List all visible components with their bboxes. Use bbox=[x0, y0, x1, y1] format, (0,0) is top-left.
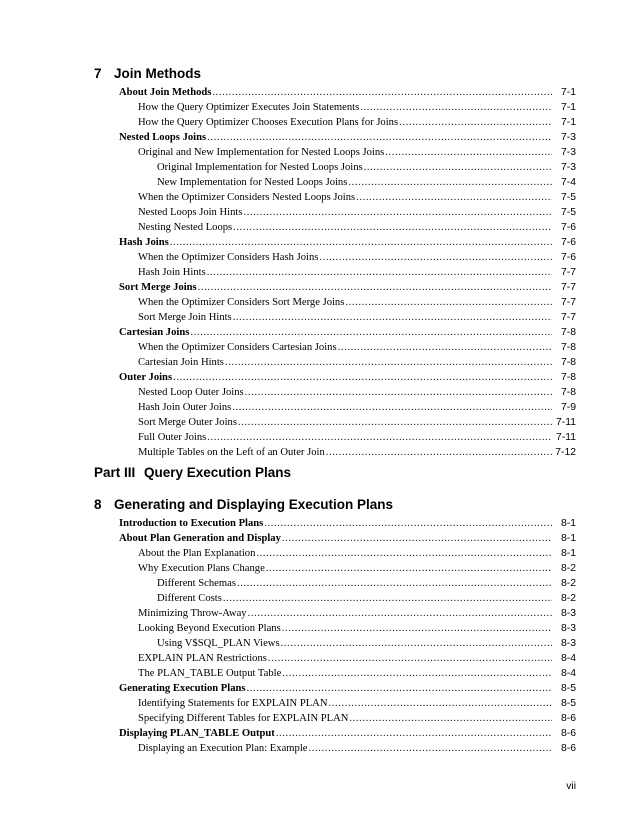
toc-entry-page: 7-5 bbox=[560, 207, 576, 218]
toc-entry[interactable] bbox=[138, 205, 576, 220]
toc-entry-title: Different Schemas bbox=[157, 578, 236, 589]
toc-entry-title: About Plan Generation and Display bbox=[119, 533, 281, 544]
dot-leader bbox=[247, 681, 552, 696]
toc-entry[interactable] bbox=[138, 430, 576, 445]
chapter-number: 8 bbox=[94, 497, 102, 512]
toc-entry-page: 8-2 bbox=[560, 578, 576, 589]
toc-entry[interactable] bbox=[138, 295, 576, 310]
toc-entry-title: Generating Execution Plans bbox=[119, 683, 246, 694]
toc-entry[interactable] bbox=[119, 726, 576, 741]
toc-entry-page: 7-1 bbox=[560, 117, 576, 128]
dot-leader bbox=[319, 250, 552, 265]
dot-leader bbox=[348, 175, 552, 190]
toc-entry-page: 8-3 bbox=[560, 623, 576, 634]
toc-entry[interactable] bbox=[138, 310, 576, 325]
toc-entry-title: Nested Loops Join Hints bbox=[138, 207, 243, 218]
dot-leader bbox=[173, 370, 552, 385]
toc-entry-page: 7-6 bbox=[560, 252, 576, 263]
part-3-heading bbox=[94, 465, 291, 480]
dot-leader bbox=[268, 651, 552, 666]
dot-leader bbox=[399, 115, 552, 130]
toc-entry-title: Full Outer Joins bbox=[138, 432, 207, 443]
chapter-8-heading bbox=[94, 497, 393, 512]
dot-leader bbox=[256, 546, 552, 561]
toc-entry-title: EXPLAIN PLAN Restrictions bbox=[138, 653, 267, 664]
toc-entry-page: 8-6 bbox=[560, 743, 576, 754]
toc-entry[interactable] bbox=[119, 531, 576, 546]
toc-entry-title: Hash Joins bbox=[119, 237, 169, 248]
toc-entry-page: 7-4 bbox=[560, 177, 576, 188]
toc-entry-title: When the Optimizer Considers Sort Merge Joins bbox=[138, 297, 345, 308]
toc-entry[interactable] bbox=[138, 711, 576, 726]
toc-entry-title: The PLAN_TABLE Output Table bbox=[138, 668, 282, 679]
toc-entry[interactable] bbox=[119, 85, 576, 100]
toc-entry[interactable] bbox=[138, 621, 576, 636]
dot-leader bbox=[233, 220, 552, 235]
toc-entry[interactable] bbox=[157, 576, 576, 591]
toc-entry-title: Displaying an Execution Plan: Example bbox=[138, 743, 308, 754]
toc-entry-page: 7-6 bbox=[560, 237, 576, 248]
toc-entry-page: 7-7 bbox=[560, 282, 576, 293]
toc-entry-title: How the Query Optimizer Chooses Execution Plans for Joins bbox=[138, 117, 399, 128]
toc-entry-page: 7-11 bbox=[555, 417, 576, 428]
dot-leader bbox=[282, 666, 552, 681]
dot-leader bbox=[308, 741, 552, 756]
toc-entry-page: 7-5 bbox=[560, 192, 576, 203]
chapter-7-heading bbox=[94, 66, 201, 81]
toc-entry-page: 7-8 bbox=[560, 372, 576, 383]
toc-entry-title: Looking Beyond Execution Plans bbox=[138, 623, 281, 634]
toc-entry-page: 7-3 bbox=[560, 132, 576, 143]
toc-entry-page: 8-4 bbox=[560, 668, 576, 679]
dot-leader bbox=[326, 445, 552, 460]
toc-entry-page: 8-2 bbox=[560, 593, 576, 604]
dot-leader bbox=[190, 325, 552, 340]
toc-entry-page: 8-3 bbox=[560, 638, 576, 649]
dot-leader bbox=[282, 531, 552, 546]
dot-leader bbox=[276, 726, 552, 741]
dot-leader bbox=[225, 355, 552, 370]
toc-entry[interactable] bbox=[138, 265, 576, 280]
toc-entry[interactable] bbox=[157, 175, 576, 190]
toc-entry-page: 7-6 bbox=[560, 222, 576, 233]
toc-entry-title: Different Costs bbox=[157, 593, 222, 604]
dot-leader bbox=[328, 696, 552, 711]
toc-entry-page: 8-6 bbox=[560, 728, 576, 739]
dot-leader bbox=[248, 606, 552, 621]
dot-leader bbox=[364, 160, 552, 175]
toc-entry[interactable] bbox=[138, 741, 576, 756]
toc-entry-title: Displaying PLAN_TABLE Output bbox=[119, 728, 275, 739]
toc-entry-title: Identifying Statements for EXPLAIN PLAN bbox=[138, 698, 328, 709]
toc-entry-title: When the Optimizer Considers Nested Loops Joins bbox=[138, 192, 356, 203]
toc-entry-title: Sort Merge Outer Joins bbox=[138, 417, 237, 428]
chapter-title: Generating and Displaying Execution Plans bbox=[114, 497, 394, 512]
toc-entry-page: 8-5 bbox=[560, 698, 576, 709]
toc-entry[interactable] bbox=[138, 145, 576, 160]
toc-entry-page: 8-1 bbox=[560, 548, 576, 559]
toc-entry[interactable] bbox=[138, 250, 576, 265]
dot-leader bbox=[238, 415, 552, 430]
toc-entry[interactable] bbox=[138, 115, 576, 130]
toc-entry[interactable] bbox=[138, 100, 576, 115]
dot-leader bbox=[281, 636, 552, 651]
toc-entry-title: Sort Merge Join Hints bbox=[138, 312, 232, 323]
dot-leader bbox=[264, 516, 552, 531]
dot-leader bbox=[282, 621, 552, 636]
toc-entry-page: 7-8 bbox=[560, 357, 576, 368]
chapter-number: 7 bbox=[94, 66, 102, 81]
part-label: Part III bbox=[94, 465, 136, 480]
dot-leader bbox=[207, 265, 552, 280]
toc-entry-title: Hash Join Outer Joins bbox=[138, 402, 232, 413]
toc-entry-title: Cartesian Join Hints bbox=[138, 357, 224, 368]
page-number: vii bbox=[566, 781, 576, 792]
toc-entry[interactable] bbox=[138, 546, 576, 561]
toc-entry-page: 7-7 bbox=[560, 267, 576, 278]
toc-entry[interactable] bbox=[119, 235, 576, 250]
toc-entry[interactable] bbox=[138, 400, 576, 415]
toc-entry-page: 8-2 bbox=[560, 563, 576, 574]
toc-entry-title: Nesting Nested Loops bbox=[138, 222, 233, 233]
toc-entry-page: 8-4 bbox=[560, 653, 576, 664]
toc-entry[interactable] bbox=[138, 666, 576, 681]
toc-entry[interactable] bbox=[157, 160, 576, 175]
toc-entry[interactable] bbox=[119, 370, 576, 385]
toc-entry[interactable] bbox=[157, 591, 576, 606]
toc-entry-title: How the Query Optimizer Executes Join Statements bbox=[138, 102, 360, 113]
toc-entry-title: Nested Loops Joins bbox=[119, 132, 207, 143]
toc-entry[interactable] bbox=[119, 280, 576, 295]
toc-entry-title: About Join Methods bbox=[119, 87, 212, 98]
toc-entry-page: 7-8 bbox=[560, 387, 576, 398]
dot-leader bbox=[385, 145, 552, 160]
dot-leader bbox=[223, 591, 552, 606]
toc-entry-title: When the Optimizer Considers Hash Joins bbox=[138, 252, 319, 263]
toc-entry-page: 8-3 bbox=[560, 608, 576, 619]
dot-leader bbox=[338, 340, 552, 355]
toc-entry-title: Outer Joins bbox=[119, 372, 173, 383]
toc-entry-page: 7-9 bbox=[560, 402, 576, 413]
toc-entry[interactable] bbox=[157, 636, 576, 651]
dot-leader bbox=[207, 130, 552, 145]
toc-entry-title: Original and New Implementation for Nested Loops Joins bbox=[138, 147, 385, 158]
dot-leader bbox=[356, 190, 552, 205]
toc-entry-page: 7-3 bbox=[560, 147, 576, 158]
toc-entry-page: 8-1 bbox=[560, 518, 576, 529]
part-title: Query Execution Plans bbox=[144, 465, 292, 480]
dot-leader bbox=[266, 561, 552, 576]
dot-leader bbox=[345, 295, 552, 310]
dot-leader bbox=[232, 400, 552, 415]
dot-leader bbox=[170, 235, 552, 250]
toc-entry-title: Nested Loop Outer Joins bbox=[138, 387, 244, 398]
toc-entry-page: 7-7 bbox=[560, 297, 576, 308]
toc-entry[interactable] bbox=[138, 696, 576, 711]
dot-leader bbox=[233, 310, 552, 325]
dot-leader bbox=[360, 100, 552, 115]
dot-leader bbox=[245, 385, 552, 400]
toc-entry[interactable] bbox=[119, 516, 576, 531]
toc-entry-title: Original Implementation for Nested Loops Joins bbox=[157, 162, 363, 173]
toc-entry[interactable] bbox=[119, 130, 576, 145]
toc-entry[interactable] bbox=[138, 220, 576, 235]
toc-entry-title: Minimizing Throw-Away bbox=[138, 608, 247, 619]
toc-entry-title: Why Execution Plans Change bbox=[138, 563, 265, 574]
toc-entry-page: 7-1 bbox=[560, 102, 576, 113]
toc-entry[interactable] bbox=[138, 340, 576, 355]
toc-entry-page: 7-7 bbox=[560, 312, 576, 323]
toc-entry-page: 7-8 bbox=[560, 327, 576, 338]
toc-entry[interactable] bbox=[138, 385, 576, 400]
toc-entry-title: Using V$SQL_PLAN Views bbox=[157, 638, 280, 649]
toc-entry-title: New Implementation for Nested Loops Joins bbox=[157, 177, 348, 188]
toc-entry-title: Introduction to Execution Plans bbox=[119, 518, 264, 529]
toc-entry-title: Multiple Tables on the Left of an Outer Join bbox=[138, 447, 325, 458]
toc-entry[interactable] bbox=[119, 325, 576, 340]
toc-entry-page: 7-8 bbox=[560, 342, 576, 353]
toc-entry[interactable] bbox=[138, 561, 576, 576]
dot-leader bbox=[349, 711, 552, 726]
toc-entry-page: 7-3 bbox=[560, 162, 576, 173]
toc-entry-title: Cartesian Joins bbox=[119, 327, 190, 338]
dot-leader bbox=[237, 576, 552, 591]
toc-entry[interactable] bbox=[119, 681, 576, 696]
dot-leader bbox=[198, 280, 552, 295]
toc-entry[interactable] bbox=[138, 355, 576, 370]
dot-leader bbox=[243, 205, 552, 220]
toc-entry[interactable] bbox=[138, 415, 576, 430]
toc-entry-page: 7-12 bbox=[555, 447, 576, 458]
toc-entry-title: Specifying Different Tables for EXPLAIN PLAN bbox=[138, 713, 349, 724]
toc-entry[interactable] bbox=[138, 651, 576, 666]
toc-entry-page: 7-1 bbox=[560, 87, 576, 98]
toc-entry-page: 8-1 bbox=[560, 533, 576, 544]
toc-entry-page: 8-6 bbox=[560, 713, 576, 724]
toc-entry-page: 7-11 bbox=[555, 432, 576, 443]
toc-entry[interactable] bbox=[138, 190, 576, 205]
toc-entry-title: Hash Join Hints bbox=[138, 267, 206, 278]
dot-leader bbox=[212, 85, 552, 100]
toc-entry[interactable] bbox=[138, 606, 576, 621]
toc-entry-title: About the Plan Explanation bbox=[138, 548, 256, 559]
toc-entry-title: When the Optimizer Considers Cartesian Joins bbox=[138, 342, 337, 353]
toc-entry[interactable] bbox=[138, 445, 576, 460]
toc-entry-page: 8-5 bbox=[560, 683, 576, 694]
dot-leader bbox=[207, 430, 552, 445]
chapter-title: Join Methods bbox=[114, 66, 201, 81]
toc-entry-title: Sort Merge Joins bbox=[119, 282, 197, 293]
